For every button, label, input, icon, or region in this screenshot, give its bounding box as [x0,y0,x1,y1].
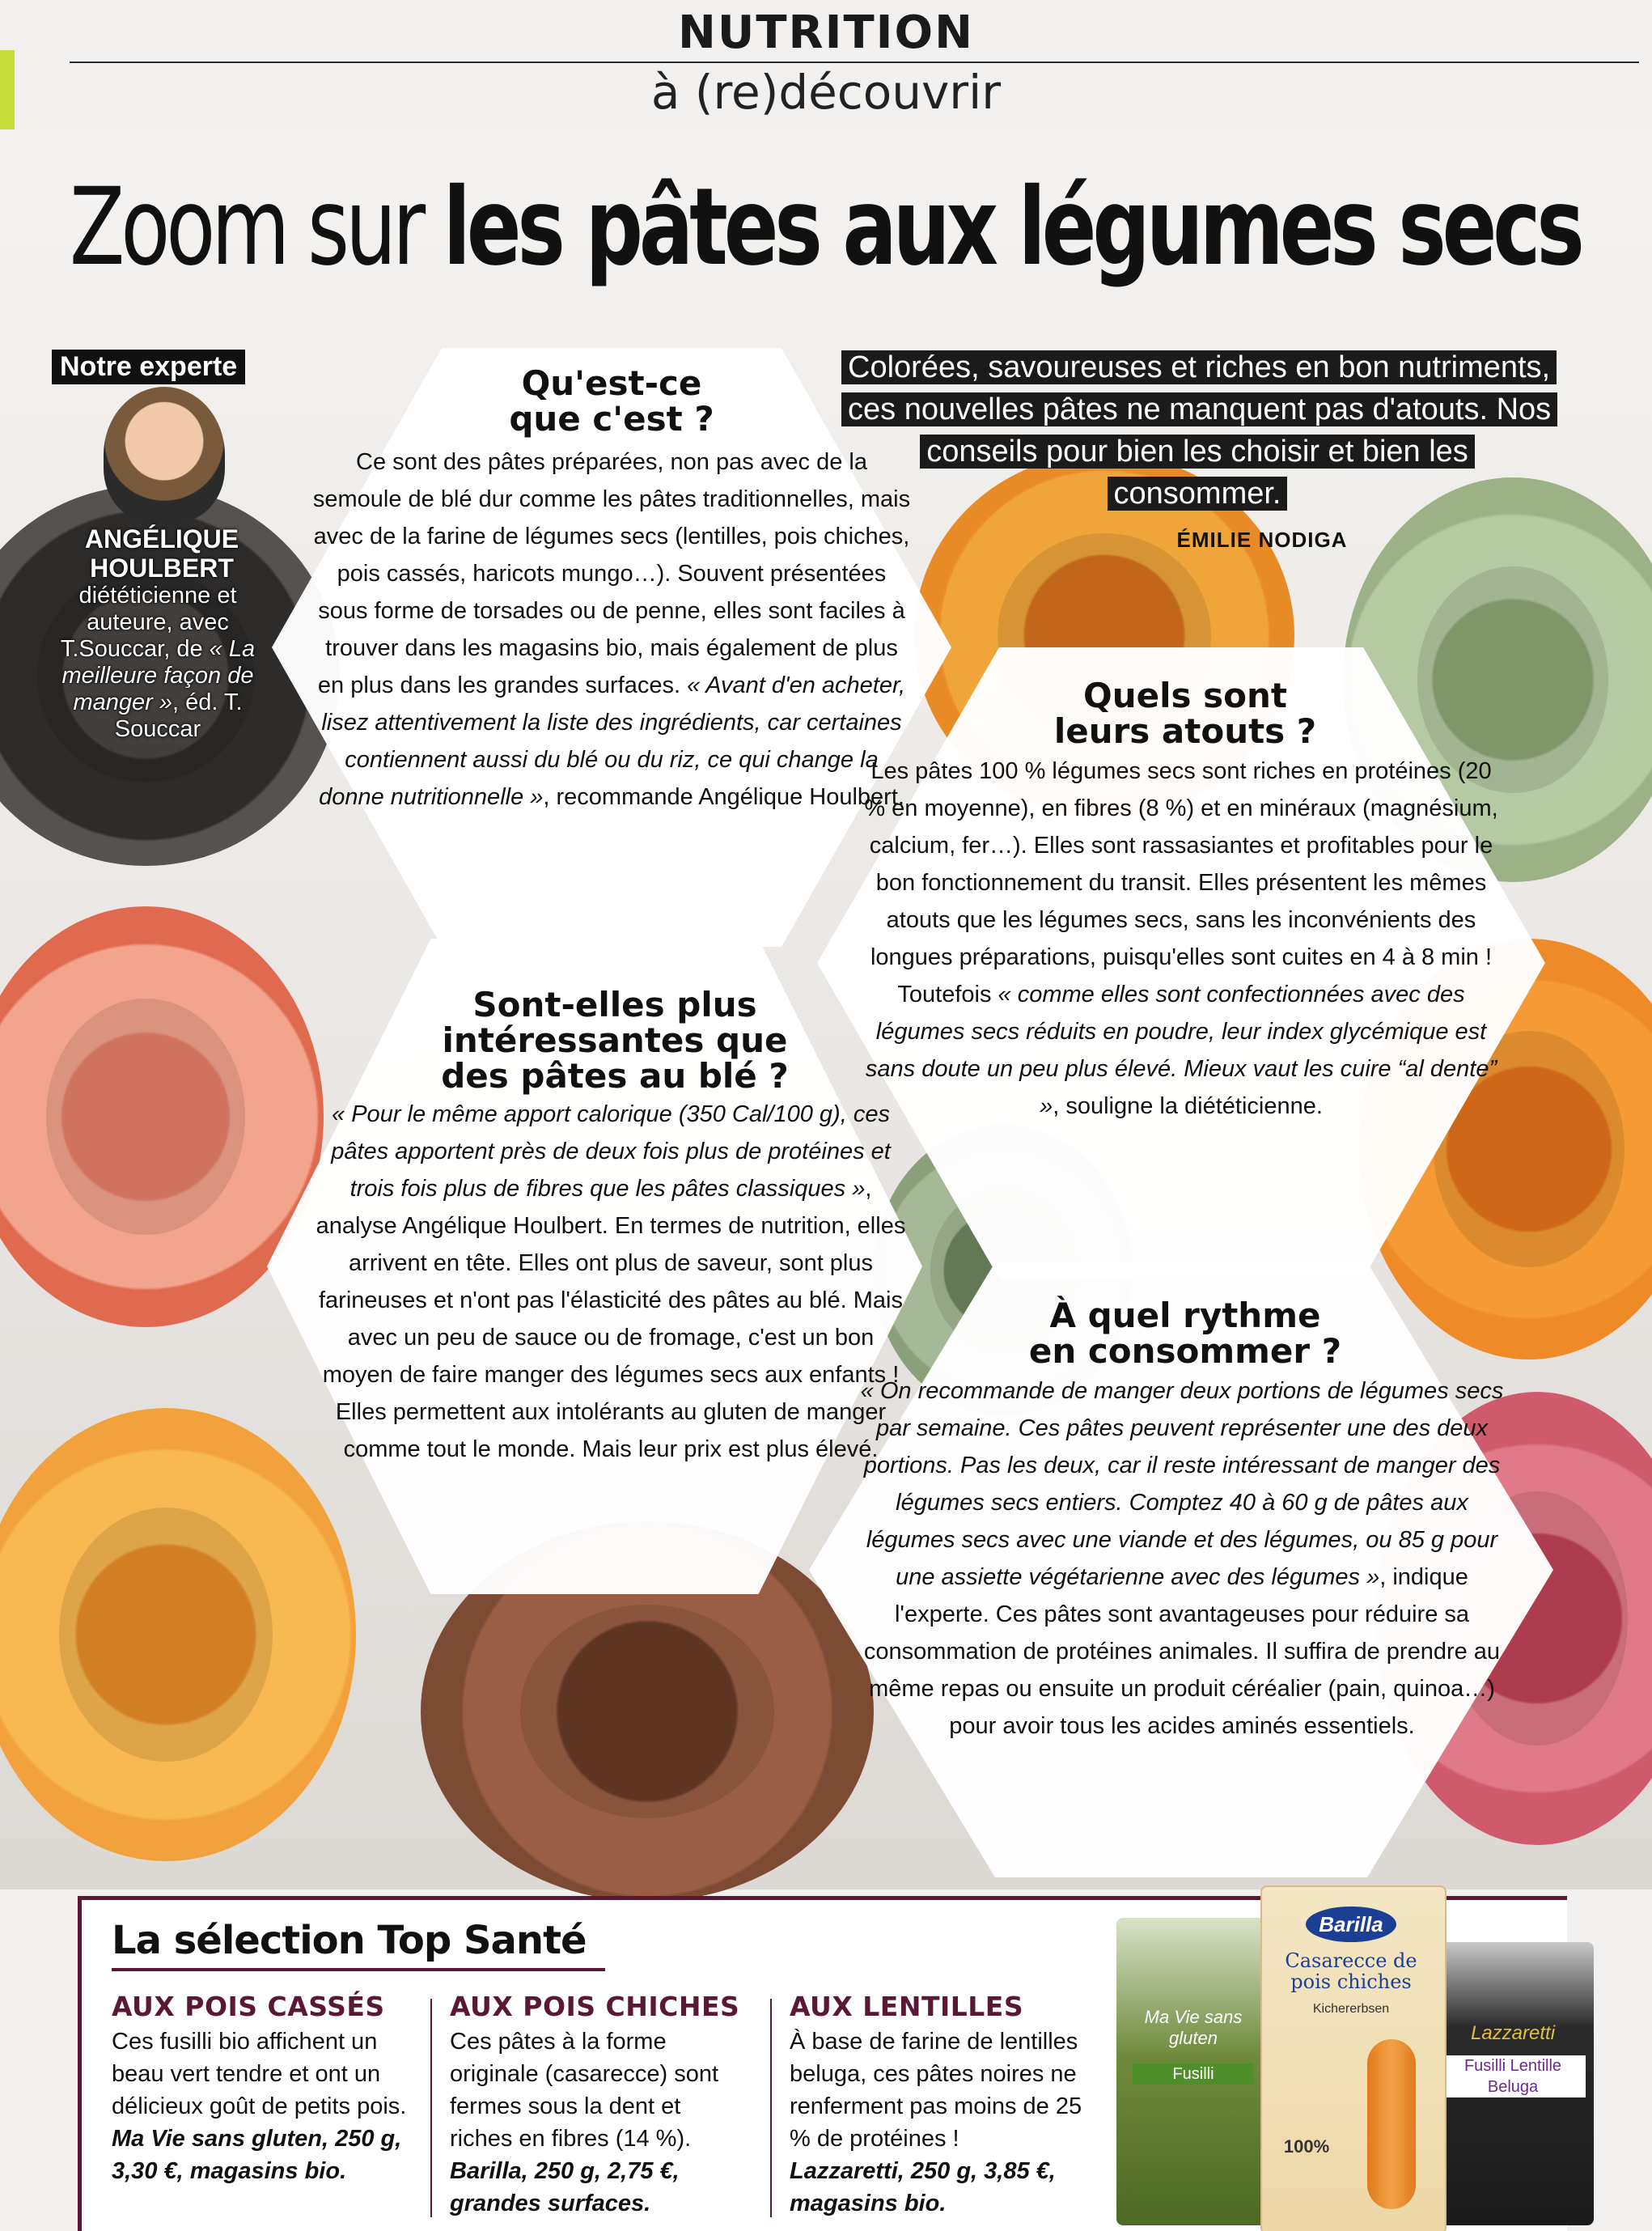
barilla-pasta-illustration [1367,2039,1416,2209]
assets-body-text: Les pâtes 100 % légumes secs sont riches en protéines (20 % en moyenne), en fibres (8 %) et en minéraux (magnésium, calcium, fer…). Elles sont rassasiantes et profitables pour le bon fonctionnement du transit. Elles présentent les mêmes atouts que les légumes secs, sans les inconvénients des longues préparations, puisqu'elles sont cuites en 4 à 8 min ! Toutefois [864,758,1498,1007]
what-body [312,443,911,816]
expert-description [49,583,267,743]
rhythm-body-text: , indique l'experte. Ces pâtes sont avantageuses pour réduire sa consommation de protéines animales. Il suffira de prendre au même repas ou ensuite un produit céréalier (pain, quinoa…) pour avoir tous les acides aminés essentiels. [863,1564,1501,1739]
yellow-pasta-nest [0,1408,356,1861]
barilla-subtitle: Kichererbsen [1312,2002,1390,2016]
better-title-line1: Sont-elles plus [472,985,757,1024]
item-description [112,2025,411,2187]
headline-light: Zoom sur [70,165,443,290]
expert-last-name: HOULBERT [90,554,234,583]
rhythm-title-line2: en consommer ? [1028,1331,1342,1371]
what-title [434,363,790,439]
header-divider [70,62,1639,63]
rhythm-quote: « On recommande de manger deux portions de légumes secs par semaine. Ces pâtes peuvent représenter une des deux portions. Pas les deux, car il reste intéressant de manger des légumes secs entiers. Comptez 40 à 60 g de pâtes aux légumes secs avec une viande et des légumes, ou 85 g pour une assiette végétarienne avec des légumes » [860,1378,1504,1590]
what-quote: « Avant d'en acheter, lisez attentivement la liste des ingrédients, car certaines contiennent aussi du blé ou du riz, ce qui change la donne nutritionnelle » [319,672,906,810]
item-description [450,2025,749,2220]
what-body-end: , recommande Angélique Houlbert. [543,784,904,810]
selection-item-chickpeas [450,1991,749,2220]
column-divider [430,1999,432,2217]
what-title-line1: Qu'est-ce [521,363,702,403]
section-title: NUTRITION [677,6,974,59]
expert-desc-part1: diététicienne et auteure, avec T.Souccar, de [60,583,237,662]
expert-first-name: ANGÉLIQUE [84,524,239,554]
selection-title: La sélection Top Santé [112,1918,587,1963]
headline-bold: les pâtes aux légumes secs [443,165,1581,290]
expert-name [65,524,259,583]
assets-title [995,678,1375,749]
better-body [316,1096,906,1468]
expert-tag: Notre experte [52,350,245,384]
byline: ÉMILIE NODIGA [1176,528,1348,552]
selection-item-lentils [790,1991,1089,2220]
subsection-title: à (re)découvrir [650,65,1002,120]
lazzaretti-brand: Lazzaretti [1470,2022,1556,2044]
selection-item-split-peas [112,1991,411,2187]
better-title-line2: intéressantes que [442,1020,788,1060]
better-title [388,987,841,1094]
item-heading: AUX POIS CHICHES [450,1991,740,2022]
item-product: Barilla, 250 g, 2,75 €, grandes surfaces. [450,2158,680,2216]
expert-portrait [104,387,225,523]
barilla-name: Casarecce de pois chiches [1285,1949,1417,1993]
headline [70,165,1581,290]
expert-book-title: « La meilleure façon de manger » [61,636,256,715]
mavie-type: Fusilli [1133,2063,1254,2085]
rhythm-body [854,1372,1510,1745]
lazzaretti-type: Fusilli Lentille Beluga [1440,2055,1586,2097]
better-title-line3: des pâtes au blé ? [441,1056,789,1096]
better-quote: « Pour le même apport calorique (350 Cal/100 g), ces pâtes apportent près de deux fois plus de protéines et trois fois plus de fibres que les pâtes classiques » [331,1101,891,1202]
item-product: Ma Vie sans gluten, 250 g, 3,30 €, magasins bio. [112,2126,402,2184]
item-text: Ces fusilli bio affichent un beau vert tendre et ont un délicieux goût de petits pois. [112,2029,407,2119]
item-text: Ces pâtes à la forme originale (casarecce) sont fermes sous la dent et riches en fibres (14 %). [450,2029,719,2152]
rhythm-title [995,1298,1375,1369]
assets-title-line1: Quels sont [1083,676,1287,715]
barilla-logo: Barilla [1306,1907,1396,1942]
mavie-brand: Ma Vie sans gluten [1144,2007,1243,2048]
intro-block [841,346,1553,515]
item-heading: AUX LENTILLES [790,1991,1024,2022]
rhythm-title-line1: À quel rythme [1049,1296,1321,1335]
barilla-percentage: 100% [1283,2136,1330,2157]
item-heading: AUX POIS CASSÉS [112,1991,385,2022]
item-text: À base de farine de lentilles beluga, ces pâtes noires ne renferment pas moins de 25 % de protéines ! [790,2029,1082,2152]
assets-body [858,753,1505,1125]
expert-desc-part2: , éd. T. Souccar [114,689,243,742]
what-body-text: Ce sont des pâtes préparées, non pas avec de la semoule de blé dur comme les pâtes traditionnelles, mais avec de la farine de légumes secs (lentilles, pois chiches, pois cassés, haricots mungo…). Souvent présentées sous forme de torsades ou de penne, elles sont faciles à trouver dans les magasins bio, mais également de plus en plus dans les grandes surfaces. [312,449,911,698]
item-description [790,2025,1089,2220]
assets-body-end: , souligne la diététicienne. [1053,1093,1323,1119]
column-divider [770,1999,772,2217]
item-product: Lazzaretti, 250 g, 3,85 €, magasins bio. [790,2158,1056,2216]
what-title-line2: que c'est ? [509,399,714,439]
intro-text: Colorées, savoureuses et riches en bon nutriments, ces nouvelles pâtes ne manquent pas d'atouts. Nos conseils pour bien les choisir et bien les consommer. [841,350,1557,511]
selection-title-underline [112,1968,605,1971]
assets-quote: « comme elles sont confectionnées avec des légumes secs réduits en poudre, leur index glycémique est sans doute un peu plus élevé. Mieux vaut les cuire “al dente” » [865,982,1497,1119]
assets-title-line2: leurs atouts ? [1053,711,1317,751]
better-body-text: , analyse Angélique Houlbert. En termes de nutrition, elles arrivent en tête. Elles ont plus de saveur, sont plus farineuses et n'ont pas l'élasticité des pâtes au blé. Mais avec un peu de sauce ou de fromage, c'est un bon moyen de faire manger des légumes secs aux enfants ! Elles permettent aux intolérants au gluten de manger comme tout le monde. Mais leur prix est plus élevé. [316,1176,906,1462]
